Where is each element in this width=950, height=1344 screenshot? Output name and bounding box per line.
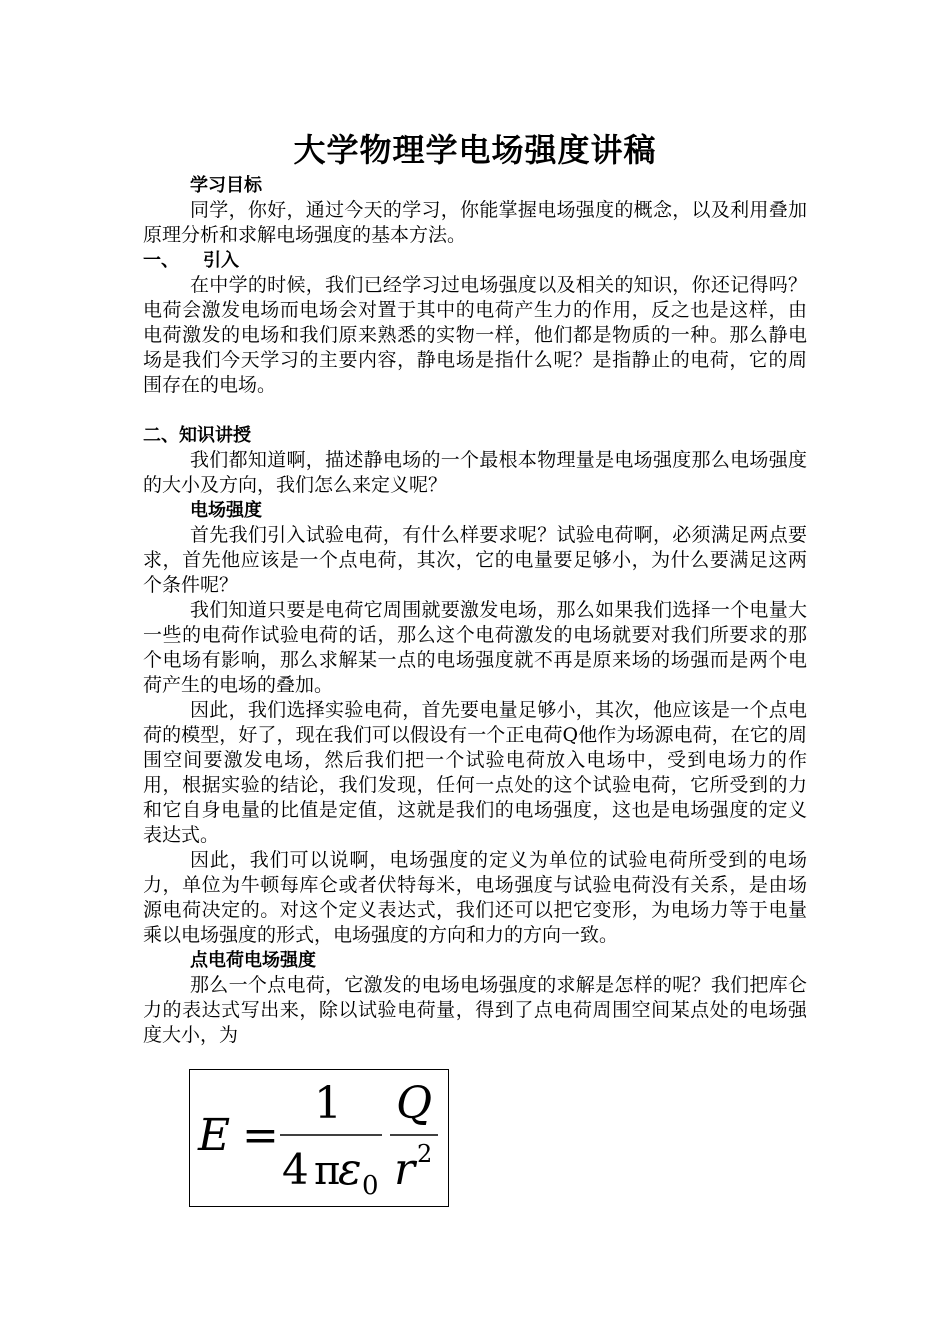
formula-numerator-one: 1 [314, 1078, 342, 1129]
section1-number: 一、 [143, 250, 179, 271]
document-body [143, 173, 807, 1048]
section2-intro: 我们都知道啊，描述静电场的一个最根本物理量是电场强度那么电场强度的大小及方向，我们怎么来定义呢？ [143, 449, 807, 496]
formula-equals: = [242, 1110, 279, 1161]
formula-denominator-pi: π [314, 1148, 341, 1194]
formula-denominator-epsilon: ε [338, 1144, 362, 1195]
formula-r-exponent: 2 [417, 1140, 433, 1168]
objectives-heading: 学习目标 [190, 175, 262, 196]
point-charge-heading: 点电荷电场强度 [190, 950, 316, 971]
formula-box [189, 1069, 449, 1207]
section1-heading [143, 248, 807, 273]
section1-title: 引入 [203, 250, 239, 271]
page-title: 大学物理学电场强度讲稿 [293, 131, 657, 169]
paragraph-definition-derivation: 因此，我们选择实验电荷，首先要电量足够小，其次，他应该是一个点电荷的模型，好了，现在我们可以假设有一个正电荷Q他作为场源电荷，在它的周围空间要激发电场，然后我们把一个试验电荷放入电场中，受到电场力的作用，根据实验的结论，我们发现，任何一点处的这个试验电荷，它所受到的力和它自身电量的比值是定值，这就是我们的电场强度，这也是电场强度的定义表达式。 [143, 699, 807, 846]
formula-denominator-r: r [394, 1144, 416, 1195]
formula-denominator-four: 4 [282, 1145, 309, 1194]
formula-e: E [198, 1110, 231, 1161]
formula-numerator-q: Q [396, 1078, 433, 1129]
paragraph-point-charge: 那么一个点电荷，它激发的电场电场强度的求解是怎样的呢？我们把库仑力的表达式写出来，除以试验电荷量，得到了点电荷周围空间某点处的电场强度大小，为 [143, 974, 807, 1046]
objectives-text: 同学，你好，通过今天的学习，你能掌握电场强度的概念，以及利用叠加原理分析和求解电场强度的基本方法。 [143, 199, 807, 246]
section2-heading: 二、知识讲授 [143, 425, 251, 446]
formula-epsilon-subscript: 0 [362, 1171, 379, 1201]
paragraph-field-superposition: 我们知道只要是电荷它周围就要激发电场，那么如果我们选择一个电量大一些的电荷作试验电荷的话，那么这个电荷激发的电场就要对我们所要求的那个电场有影响，那么求解某一点的电场强度就不再是原来场的场强而是两个电荷产生的电场的叠加。 [143, 599, 807, 696]
section1-text: 在中学的时候，我们已经学习过电场强度以及相关的知识，你还记得吗？电荷会激发电场而电场会对置于其中的电荷产生力的作用，反之也是这样，由电荷激发的电场和我们原来熟悉的实物一样，他们都是物质的一种。那么静电场是我们今天学习的主要内容，静电场是指什么呢？是指静止的电荷，它的周围存在的电场。 [143, 274, 807, 396]
field-strength-heading: 电场强度 [190, 500, 262, 521]
paragraph-definition-units: 因此，我们可以说啊，电场强度的定义为单位的试验电荷所受到的电场力，单位为牛顿每库仑或者伏特每米，电场强度与试验电荷没有关系，是由场源电荷决定的。对这个定义表达式，我们还可以把它变形，为电场力等于电量乘以电场强度的形式，电场强度的方向和力的方向一致。 [143, 849, 807, 946]
coulomb-field-formula [190, 1070, 448, 1206]
blank-line [143, 398, 807, 423]
paragraph-test-charge: 首先我们引入试验电荷，有什么样要求呢？试验电荷啊，必须满足两点要求，首先他应该是一个点电荷，其次，它的电量要足够小，为什么要满足这两个条件呢？ [143, 524, 807, 596]
